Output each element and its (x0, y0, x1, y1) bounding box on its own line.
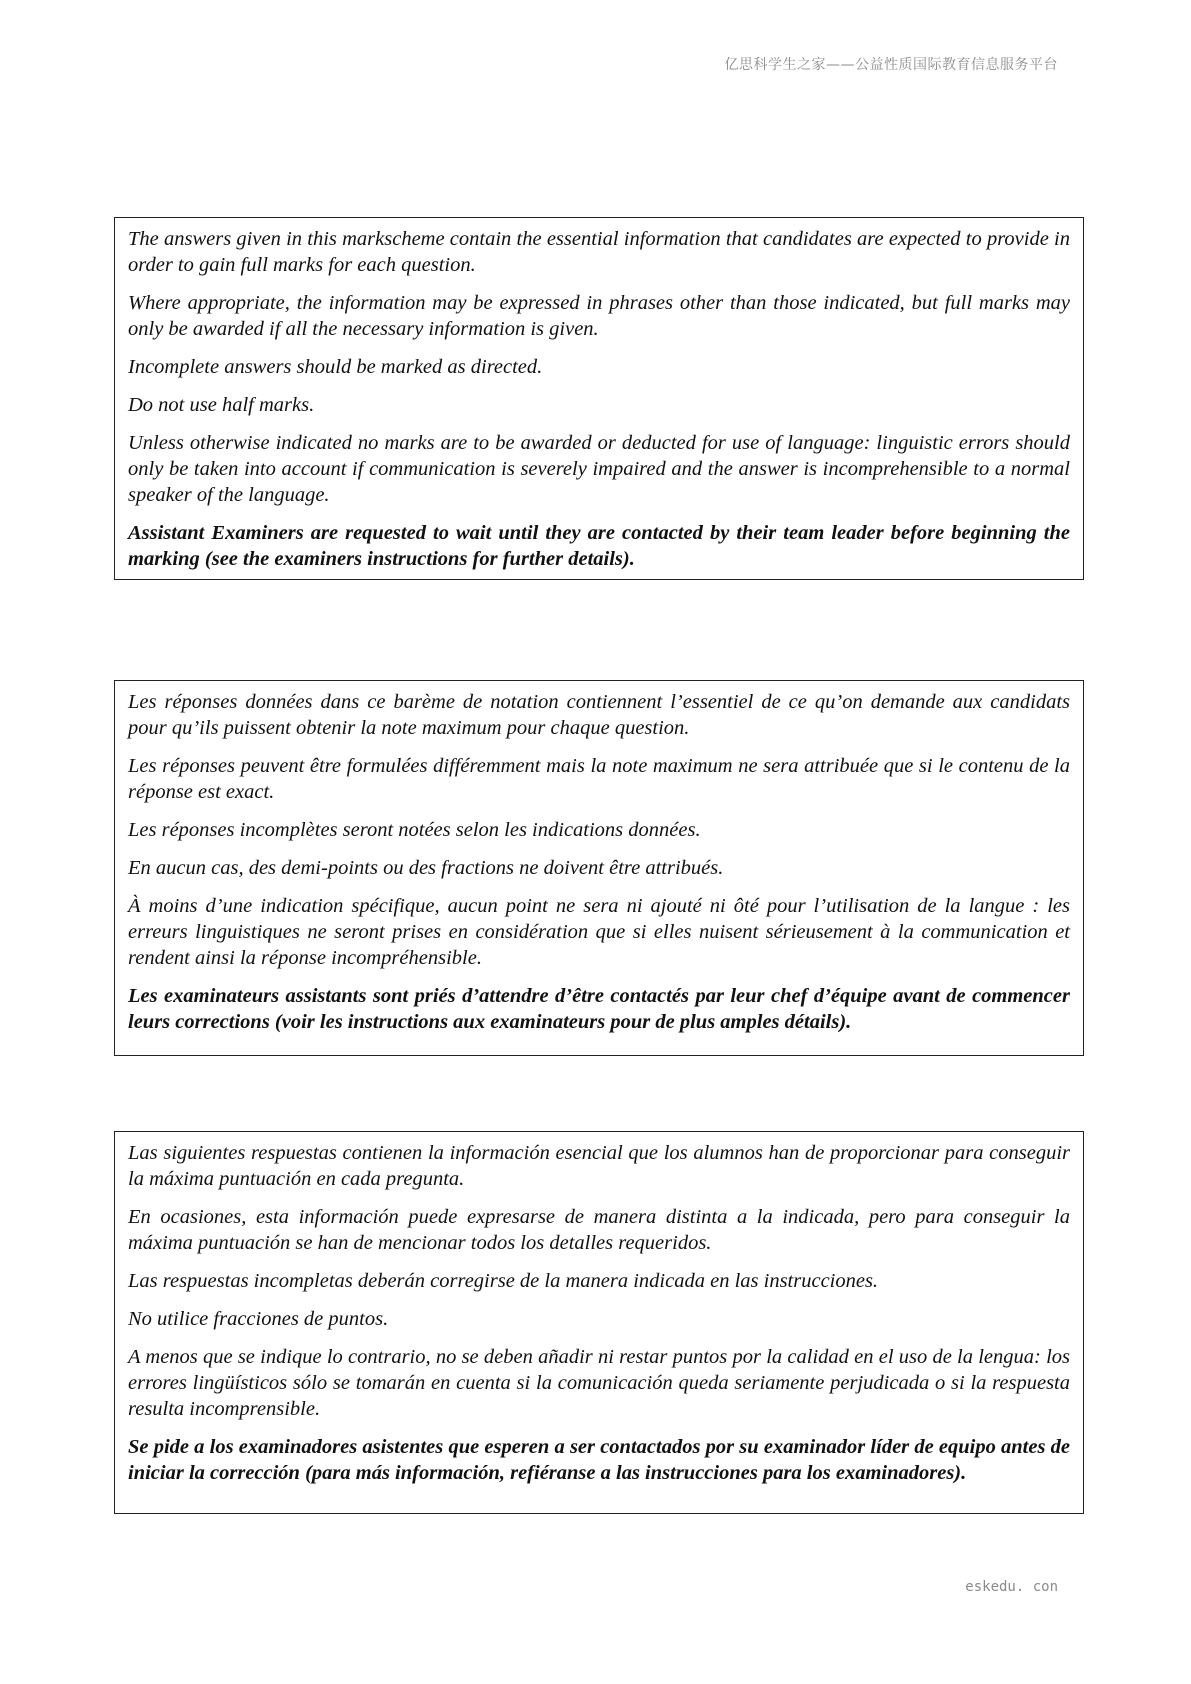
footer-watermark: eskedu. con (965, 1579, 1058, 1595)
english-paragraph-3: Incomplete answers should be marked as directed. (128, 356, 543, 378)
spanish-examiner-note: Se pide a los examinadores asistentes que esperen a ser contactados por su examinador líder de equipo antes de iniciar la corrección (para más información, refiéranse a las instrucciones para los examinadores). (128, 1436, 1070, 1484)
french-paragraph-2: Les réponses peuvent être formulées différemment mais la note maximum ne sera attribuée que si le contenu de la réponse est exact. (128, 755, 1070, 803)
english-instructions-box (114, 217, 1084, 580)
english-examiner-note: Assistant Examiners are requested to wait until they are contacted by their team leader before beginning the marking (see the examiners instructions for further details). (128, 522, 1070, 570)
english-paragraph-4: Do not use half marks. (128, 394, 315, 416)
french-examiner-note: Les examinateurs assistants sont priés d’attendre d’être contactés par leur chef d’équipe avant de commencer leurs corrections (voir les instructions aux examinateurs pour de plus amples détails). (128, 985, 1070, 1033)
header-watermark: 亿思科学生之家——公益性质国际教育信息服务平台 (724, 57, 1058, 73)
spanish-paragraph-3: Las respuestas incompletas deberán corregirse de la manera indicada en las instrucciones. (128, 1270, 879, 1292)
spanish-instructions-box (114, 1131, 1084, 1514)
spanish-paragraph-5: A menos que se indique lo contrario, no se deben añadir ni restar puntos por la calidad en el uso de la lengua: los errores lingüísticos sólo se tomarán en cuenta si la comunicación queda seriamente perjudicada o si la respuesta resulta incomprensible. (128, 1346, 1070, 1420)
spanish-paragraph-2: En ocasiones, esta información puede expresarse de manera distinta a la indicada, pero para conseguir la máxima puntuación se han de mencionar todos los detalles requeridos. (128, 1206, 1070, 1254)
french-paragraph-5: À moins d’une indication spécifique, aucun point ne sera ni ajouté ni ôté pour l’utilisation de la langue : les erreurs linguistiques ne seront prises en considération que si elles nuisent sérieusement à la communication et rendent ainsi la réponse incompréhensible. (128, 895, 1070, 969)
spanish-paragraph-1: Las siguientes respuestas contienen la información esencial que los alumnos han de proporcionar para conseguir la máxima puntuación en cada pregunta. (128, 1142, 1070, 1190)
english-paragraph-1: The answers given in this markscheme contain the essential information that candidates are expected to provide in order to gain full marks for each question. (128, 228, 1070, 276)
french-paragraph-4: En aucun cas, des demi-points ou des fractions ne doivent être attribués. (128, 857, 724, 879)
english-paragraph-5: Unless otherwise indicated no marks are to be awarded or deducted for use of language: linguistic errors should only be taken into account if communication is severely impaired and the answer is incomprehensible to a normal speaker of the language. (128, 432, 1070, 506)
english-paragraph-2: Where appropriate, the information may be expressed in phrases other than those indicated, but full marks may only be awarded if all the necessary information is given. (128, 292, 1070, 340)
french-instructions-box (114, 680, 1084, 1056)
french-paragraph-3: Les réponses incomplètes seront notées selon les indications données. (128, 819, 701, 841)
french-paragraph-1: Les réponses données dans ce barème de notation contiennent l’essentiel de ce qu’on demande aux candidats pour qu’ils puissent obtenir la note maximum pour chaque question. (128, 691, 1070, 739)
spanish-paragraph-4: No utilice fracciones de puntos. (128, 1308, 389, 1330)
